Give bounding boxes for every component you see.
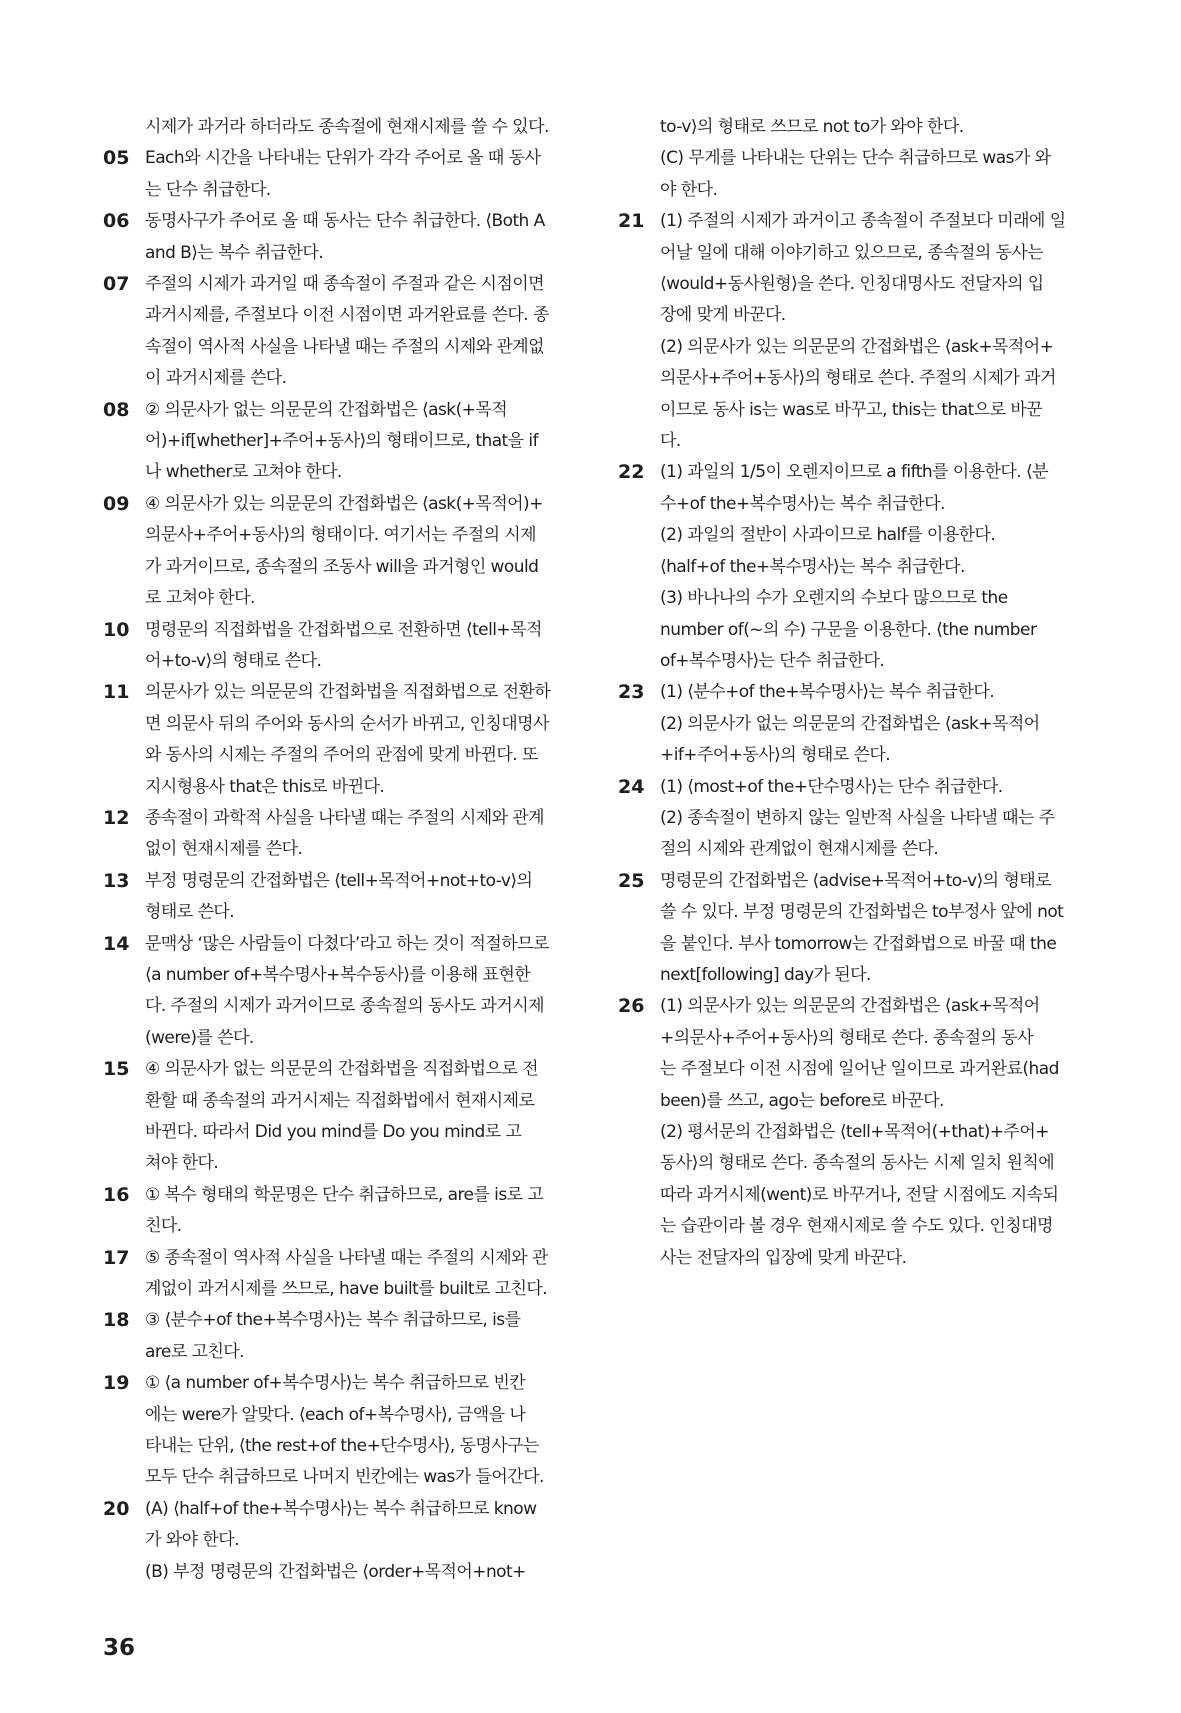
answer-entry	[103, 112, 563, 143]
explanation-line: 동명사구가 주어로 올 때 동사는 단수 취급한다. ⟨Both A	[145, 211, 545, 232]
explanation-line: (B) 부정 명령문의 간접화법은 ⟨order+목적어+not+	[145, 1561, 526, 1582]
question-number: 24	[618, 775, 645, 798]
explanation-line: (were)를 쓴다.	[145, 1027, 254, 1048]
explanation-line: 종속절이 과학적 사실을 나타낼 때는 주절의 시제와 관계	[145, 807, 545, 828]
explanation-line: (2) 의문사가 없는 의문문의 간접화법은 ⟨ask+목적어	[660, 713, 1040, 734]
explanation-line: 가 와야 한다.	[145, 1530, 239, 1551]
question-number: 16	[103, 1183, 130, 1206]
question-number: 18	[103, 1309, 130, 1332]
explanation-line: 면 의문사 뒤의 주어와 동사의 순서가 바뀌고, 인칭대명사	[145, 713, 549, 734]
explanation-line: (1) ⟨분수+of the+복수명사⟩는 복수 취급한다.	[660, 682, 995, 703]
explanation-line: and B⟩는 복수 취급한다.	[145, 242, 324, 263]
question-number: 23	[618, 681, 645, 704]
explanation-line: are로 고친다.	[145, 1341, 245, 1362]
explanation-line: (2) 과일의 절반이 사과이므로 half를 이용한다.	[660, 525, 996, 546]
explanation-line: ① 복수 형태의 학문명은 단수 취급하므로, are를 is로 고	[145, 1184, 544, 1205]
left-column	[103, 112, 563, 1588]
answer-entry	[103, 143, 563, 206]
explanation-line: to-v⟩의 형태로 쓰므로 not to가 와야 한다.	[660, 117, 964, 137]
explanation-line: 나 whether로 고쳐야 한다.	[145, 462, 342, 483]
question-number: 15	[103, 1058, 130, 1081]
explanation-line: 는 주절보다 이전 시점에 일어난 일이므로 과거완료(had	[660, 1059, 1059, 1080]
explanation-line: (2) 종속절이 변하지 않는 일반적 사실을 나타낼 때는 주	[660, 807, 1055, 828]
answer-entry	[618, 112, 1080, 206]
explanation-line: 다. 주절의 시제가 과거이므로 종속절의 동사도 과거시제	[145, 996, 545, 1017]
explanation-line: 의문사+주어+동사⟩의 형태로 쓴다. 주절의 시제가 과거	[660, 368, 1056, 389]
question-number: 06	[103, 210, 130, 233]
explanation-line: ⟨a number of+복수명사+복수동사⟩를 이용해 표현한	[145, 964, 531, 985]
explanation-line: 절의 시제와 관계없이 현재시제를 쓴다.	[660, 839, 939, 860]
explanation-line: 쓸 수 있다. 부정 명령문의 간접화법은 to부정사 앞에 not	[660, 902, 1064, 923]
explanation-line: 장에 맞게 바꾼다.	[660, 305, 786, 326]
explanation-line: 형태로 쓴다.	[145, 902, 235, 923]
explanation-line: 모두 단수 취급하므로 나머지 빈칸에는 was가 들어간다.	[145, 1467, 544, 1488]
explanation-line: Each와 시간을 나타내는 단위가 각각 주어로 올 때 동사	[145, 148, 541, 169]
answer-entry	[103, 1054, 563, 1180]
explanation-line: (3) 바나나의 수가 오렌지의 수보다 많으므로 the	[660, 588, 1008, 609]
explanation-line: +의문사+주어+동사⟩의 형태로 쓴다. 종속절의 동사	[660, 1027, 1034, 1048]
explanation-line: next[following] day가 된다.	[660, 964, 871, 985]
explanation-line: 을 붙인다. 부사 tomorrow는 간접화법으로 바꿀 때 the	[660, 933, 1057, 954]
explanation-line: 로 고쳐야 한다.	[145, 588, 255, 609]
question-number: 25	[618, 869, 645, 892]
explanation-line: 에는 were가 알맞다. ⟨each of+복수명사⟩, 금액을 나	[145, 1404, 526, 1425]
question-number: 13	[103, 869, 130, 892]
explanation-line: 지시형용사 that은 this로 바뀐다.	[145, 776, 385, 797]
answer-entry	[618, 772, 1080, 866]
answer-entry	[103, 269, 563, 395]
explanation-line: 친다.	[145, 1216, 182, 1237]
answer-entry	[103, 929, 563, 1055]
explanation-line: ① ⟨a number of+복수명사⟩는 복수 취급하므로 빈칸	[145, 1373, 526, 1394]
explanation-line: ⟨would+동사원형⟩을 쓴다. 인칭대명사도 전달자의 입	[660, 274, 1044, 295]
explanation-line: 야 한다.	[660, 179, 718, 200]
explanation-line: 와 동사의 시제는 주절의 주어의 관점에 맞게 바뀐다. 또	[145, 745, 538, 766]
answer-entry	[103, 677, 563, 803]
question-number: 10	[103, 618, 130, 641]
explanation-line: ⟨half+of the+복수명사⟩는 복수 취급한다.	[660, 556, 965, 577]
question-number: 12	[103, 806, 130, 829]
explanation-line: 이 과거시제를 쓴다.	[145, 368, 287, 389]
explanation-line: (A) ⟨half+of the+복수명사⟩는 복수 취급하므로 know	[145, 1498, 537, 1519]
answer-entry	[103, 866, 563, 929]
explanation-line: 쳐야 한다.	[145, 1153, 219, 1174]
explanation-line: 부정 명령문의 간접화법은 ⟨tell+목적어+not+to-v⟩의	[145, 870, 533, 891]
question-number: 08	[103, 398, 130, 421]
explanation-line: ⑤ 종속절이 역사적 사실을 나타낼 때는 주절의 시제와 관	[145, 1247, 548, 1268]
answer-entry	[103, 1368, 563, 1494]
answer-entry	[103, 615, 563, 678]
question-number: 20	[103, 1497, 130, 1520]
explanation-line: +if+주어+동사⟩의 형태로 쓴다.	[660, 745, 891, 766]
question-number: 19	[103, 1372, 130, 1395]
answer-entry	[618, 457, 1080, 677]
question-number: 26	[618, 995, 645, 1018]
explanation-line: 다.	[660, 431, 681, 452]
explanation-line: 동사⟩의 형태로 쓴다. 종속절의 동사는 시제 일치 원칙에	[660, 1153, 1055, 1174]
explanation-line: ② 의문사가 없는 의문문의 간접화법은 ⟨ask(+목적	[145, 399, 508, 420]
explanation-line: 속절이 역사적 사실을 나타낼 때는 주절의 시제와 관계없	[145, 336, 545, 357]
explanation-line: (1) 주절의 시제가 과거이고 종속절이 주절보다 미래에 일	[660, 211, 1066, 232]
explanation-line: 어날 일에 대해 이야기하고 있으므로, 종속절의 동사는	[660, 242, 1044, 263]
answer-entry	[103, 1494, 563, 1588]
answer-entry	[618, 677, 1080, 771]
explanation-line: (C) 무게를 나타내는 단위는 단수 취급하므로 was가 와	[660, 148, 1051, 169]
explanation-line: 계없이 과거시제를 쓰므로, have built를 built로 고친다.	[145, 1279, 548, 1300]
explanation-line: 수+of the+복수명사⟩는 복수 취급한다.	[660, 493, 945, 514]
explanation-line: 없이 현재시제를 쓴다.	[145, 839, 303, 860]
explanation-line: 문맥상 ‘많은 사람들이 다쳤다’라고 하는 것이 적절하므로	[145, 933, 549, 954]
answer-entry	[618, 206, 1080, 457]
right-column	[618, 112, 1080, 1274]
explanation-line: 사는 전달자의 입장에 맞게 바꾼다.	[660, 1247, 907, 1268]
explanation-line: ③ ⟨분수+of the+복수명사⟩는 복수 취급하므로, is를	[145, 1310, 521, 1331]
explanation-line: of+복수명사⟩는 단수 취급한다.	[660, 650, 885, 671]
question-number: 09	[103, 492, 130, 515]
explanation-line: 어)+if[whether]+주어+동사⟩의 형태이므로, that을 if	[145, 431, 539, 452]
explanation-line: 과거시제를, 주절보다 이전 시점이면 과거완료를 쓴다. 종	[145, 305, 549, 326]
explanation-line: 바뀐다. 따라서 Did you mind를 Do you mind로 고	[145, 1122, 522, 1142]
answer-entry	[103, 1305, 563, 1368]
explanation-line: 명령문의 직접화법을 간접화법으로 전환하면 ⟨tell+목적	[145, 619, 542, 640]
explanation-line: (1) 의문사가 있는 의문문의 간접화법은 ⟨ask+목적어	[660, 996, 1040, 1017]
answer-entry	[103, 1180, 563, 1243]
explanation-line: 어+to-v⟩의 형태로 쓴다.	[145, 650, 322, 671]
page-number: 36	[103, 1635, 136, 1661]
explanation-line: 의문사가 있는 의문문의 간접화법을 직접화법으로 전환하	[145, 682, 551, 703]
explanation-line: ④ 의문사가 있는 의문문의 간접화법은 ⟨ask(+목적어)+	[145, 493, 543, 514]
explanation-line: 가 과거이므로, 종속절의 조동사 will을 과거형인 would	[145, 556, 539, 577]
explanation-line: been)를 쓰고, ago는 before로 바꾼다.	[660, 1090, 944, 1111]
explanation-line: 의문사+주어+동사⟩의 형태이다. 여기서는 주절의 시제	[145, 525, 537, 546]
answer-entry	[103, 395, 563, 489]
question-number: 22	[618, 461, 645, 484]
question-number: 14	[103, 932, 130, 955]
answer-entry	[103, 803, 563, 866]
explanation-line: 타내는 단위, ⟨the rest+of the+단수명사⟩, 동명사구는	[145, 1436, 539, 1457]
question-number: 05	[103, 147, 130, 170]
explanation-line: 는 습관이라 볼 경우 현재시제로 쓸 수도 있다. 인칭대명	[660, 1216, 1053, 1237]
explanation-line: (1) ⟨most+of the+단수명사⟩는 단수 취급한다.	[660, 776, 1003, 797]
answer-entry	[103, 206, 563, 269]
explanation-line: 시제가 과거라 하더라도 종속절에 현재시제를 쓸 수 있다.	[145, 117, 549, 137]
explanation-line: 주절의 시제가 과거일 때 종속절이 주절과 같은 시점이면	[145, 274, 545, 295]
explanation-line: ④ 의문사가 없는 의문문의 간접화법을 직접화법으로 전	[145, 1059, 538, 1080]
explanation-line: 따라 과거시제(went)로 바꾸거나, 전달 시점에도 지속되	[660, 1184, 1059, 1205]
explanation-line: number of(~의 수) 구문을 이용한다. ⟨the number	[660, 619, 1037, 640]
question-number: 21	[618, 210, 645, 233]
explanation-line: 명령문의 간접화법은 ⟨advise+목적어+to-v⟩의 형태로	[660, 870, 1051, 891]
question-number: 07	[103, 273, 130, 296]
answer-entry	[103, 489, 563, 615]
answer-entry	[103, 1243, 563, 1306]
question-number: 17	[103, 1246, 130, 1269]
explanation-line: (2) 의문사가 있는 의문문의 간접화법은 ⟨ask+목적어+	[660, 336, 1054, 357]
question-number: 11	[103, 681, 130, 704]
answer-entry	[618, 866, 1080, 992]
explanation-line: 환할 때 종속절의 과거시제는 직접화법에서 현재시제로	[145, 1090, 535, 1111]
explanation-line: (2) 평서문의 간접화법은 ⟨tell+목적어(+that)+주어+	[660, 1122, 1049, 1142]
answer-entry	[618, 991, 1080, 1274]
explanation-line: (1) 과일의 1/5이 오렌지이므로 a fifth를 이용한다. ⟨분	[660, 462, 1048, 483]
explanation-line: 이므로 동사 is는 was로 바꾸고, this는 that으로 바꾼	[660, 399, 1043, 420]
explanation-line: 는 단수 취급한다.	[145, 179, 271, 200]
